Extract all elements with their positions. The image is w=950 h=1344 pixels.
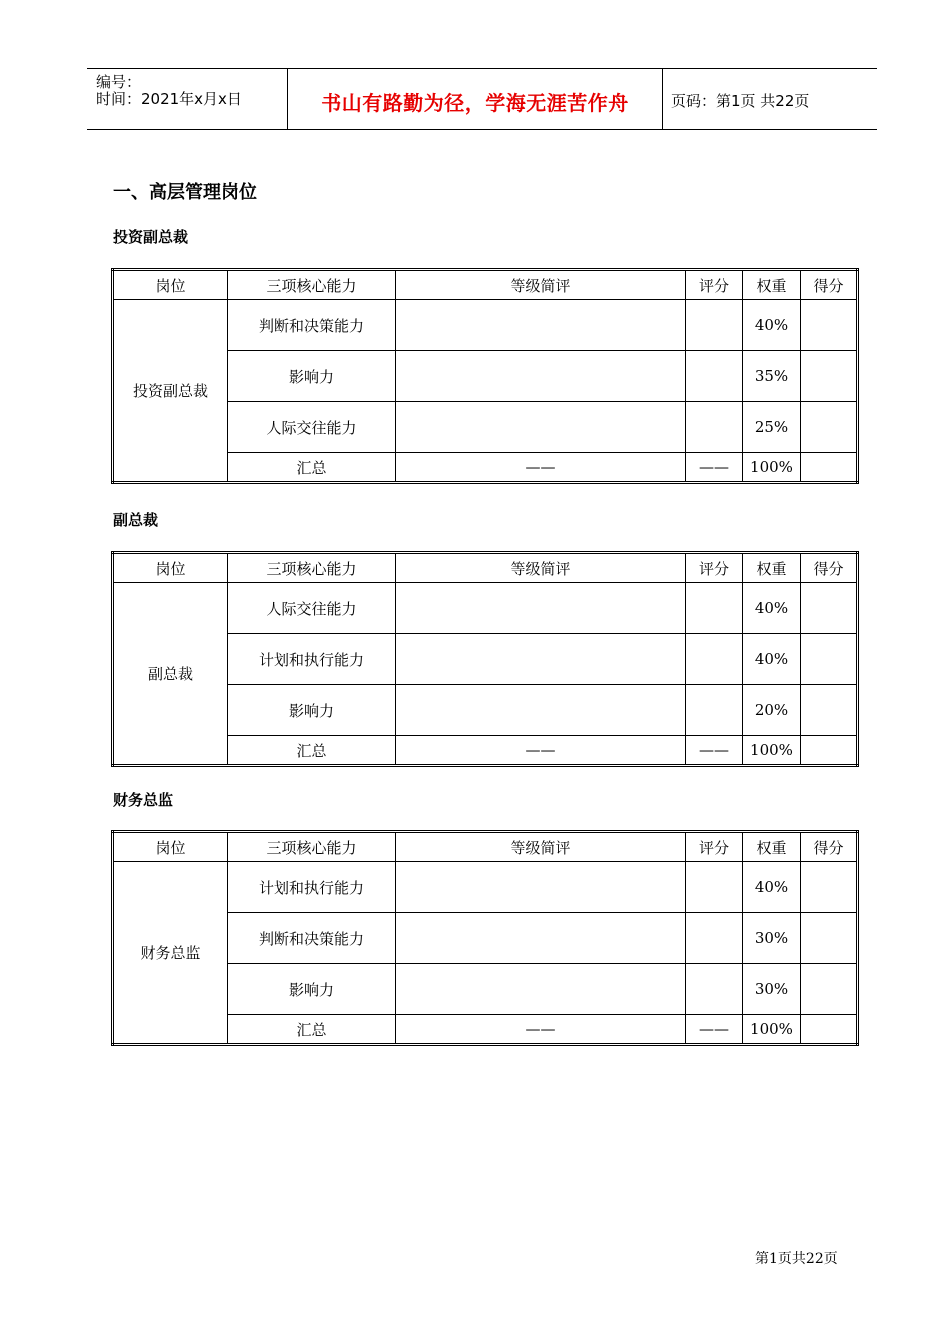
summary-score: —— [686,1015,743,1045]
page-info: 页码：第1页 共22页 [671,92,810,110]
ability-cell: 影响力 [228,964,396,1015]
score-cell [686,634,743,685]
ability-cell: 判断和决策能力 [228,300,396,351]
ability-cell: 计划和执行能力 [228,634,396,685]
weight-cell: 25% [743,402,801,453]
score-cell [686,685,743,736]
weight-cell: 40% [743,583,801,634]
summary-rating: —— [396,453,686,483]
ability-cell: 影响力 [228,351,396,402]
table-header-row [113,270,858,300]
header-middle-cell [287,69,663,129]
header-cell: 得分 [801,553,858,583]
ability-cell: 人际交往能力 [228,583,396,634]
ability-cell: 判断和决策能力 [228,913,396,964]
weight-cell: 40% [743,300,801,351]
weight-cell: 35% [743,351,801,402]
header-cell: 岗位 [113,553,228,583]
header-left-cell [87,69,287,129]
header-cell: 等级简评 [396,553,686,583]
score-cell [686,300,743,351]
header-cell: 得分 [801,270,858,300]
header-cell: 评分 [686,832,743,862]
rating-cell [396,351,686,402]
table-title: 财务总监 [113,791,174,809]
rating-cell [396,583,686,634]
motto: 书山有路勤为径，学海无涯苦作舟 [321,91,629,115]
rating-cell [396,685,686,736]
score-cell [686,402,743,453]
result-cell [801,964,858,1015]
number-label: 编号： [96,73,142,91]
table-title: 副总裁 [113,511,159,529]
score-cell [686,583,743,634]
header-cell: 岗位 [113,270,228,300]
result-cell [801,685,858,736]
rating-cell [396,402,686,453]
header-cell: 岗位 [113,832,228,862]
assessment-table [111,551,859,767]
result-cell [801,913,858,964]
weight-cell: 20% [743,685,801,736]
result-cell [801,351,858,402]
header-cell: 等级简评 [396,832,686,862]
position-cell: 财务总监 [113,862,228,1045]
header-cell: 三项核心能力 [228,832,396,862]
header-cell: 权重 [743,832,801,862]
assessment-table [111,268,859,484]
rating-cell [396,300,686,351]
header-cell: 权重 [743,270,801,300]
table-header-row [113,832,858,862]
assessment-table [111,830,859,1046]
weight-cell: 40% [743,634,801,685]
summary-score: —— [686,453,743,483]
position-cell: 投资副总裁 [113,300,228,483]
result-cell [801,583,858,634]
header-cell: 等级简评 [396,270,686,300]
rating-cell [396,913,686,964]
weight-cell: 30% [743,913,801,964]
result-cell [801,634,858,685]
summary-result [801,1015,858,1045]
result-cell [801,862,858,913]
rating-cell [396,634,686,685]
summary-rating: —— [396,1015,686,1045]
rating-cell [396,862,686,913]
summary-weight: 100% [743,1015,801,1045]
page-footer: 第1页共22页 [755,1251,838,1267]
section-title: 一、高层管理岗位 [113,182,257,203]
score-cell [686,913,743,964]
table-row [113,300,858,351]
weight-cell: 30% [743,964,801,1015]
result-cell [801,402,858,453]
score-cell [686,964,743,1015]
summary-label: 汇总 [228,453,396,483]
summary-weight: 100% [743,453,801,483]
rating-cell [396,964,686,1015]
time-label: 时间：2021年x月x日 [96,90,242,108]
summary-result [801,736,858,766]
ability-cell: 人际交往能力 [228,402,396,453]
summary-rating: —— [396,736,686,766]
header-right-cell [663,69,877,129]
table-header-row [113,553,858,583]
page-header [87,68,877,130]
header-cell: 三项核心能力 [228,270,396,300]
weight-cell: 40% [743,862,801,913]
summary-weight: 100% [743,736,801,766]
ability-cell: 影响力 [228,685,396,736]
position-cell: 副总裁 [113,583,228,766]
header-cell: 评分 [686,553,743,583]
score-cell [686,351,743,402]
score-cell [686,862,743,913]
summary-label: 汇总 [228,736,396,766]
table-row [113,583,858,634]
table-title: 投资副总裁 [113,228,189,246]
summary-result [801,453,858,483]
result-cell [801,300,858,351]
header-cell: 三项核心能力 [228,553,396,583]
header-cell: 权重 [743,553,801,583]
header-cell: 得分 [801,832,858,862]
summary-score: —— [686,736,743,766]
summary-label: 汇总 [228,1015,396,1045]
table-row [113,862,858,913]
header-cell: 评分 [686,270,743,300]
ability-cell: 计划和执行能力 [228,862,396,913]
